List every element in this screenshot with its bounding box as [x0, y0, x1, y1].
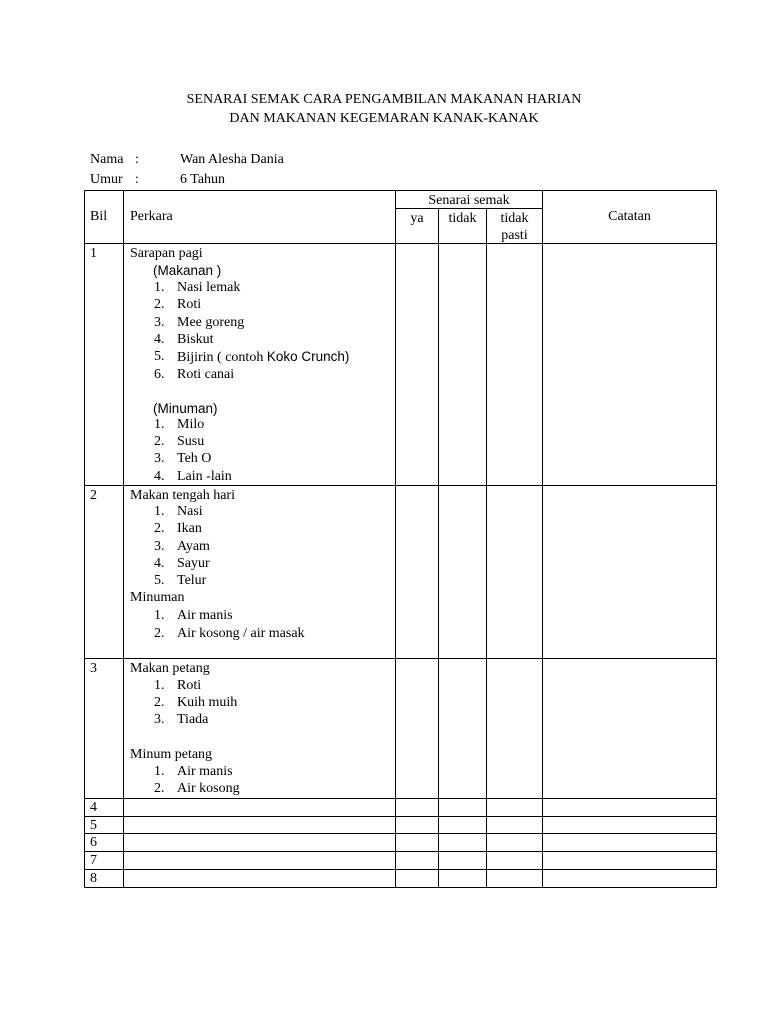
name-separator: :	[135, 152, 139, 167]
name-value: Wan Alesha Dania	[180, 152, 284, 167]
list-item: Air kosong	[177, 781, 240, 796]
list-item-number: 4.	[154, 556, 165, 571]
list-item-number: 3.	[154, 712, 165, 727]
header-bil: Bil	[90, 209, 108, 224]
list-item-number: 1.	[154, 678, 165, 693]
list-item-brand: Koko Crunch)	[266, 349, 350, 364]
document-title-line-1: SENARAI SEMAK CARA PENGAMBILAN MAKANAN HARIAN	[186, 92, 582, 107]
age-separator: :	[135, 172, 139, 187]
list-item: Roti canai	[177, 367, 235, 382]
list-item-number: 2.	[154, 695, 165, 710]
list-item-number: 5.	[154, 573, 165, 588]
list-item-number: 1.	[154, 608, 165, 623]
list-item: Mee goreng	[177, 315, 245, 330]
list-item: Tiada	[177, 712, 209, 727]
list-item: Milo	[177, 417, 205, 432]
age-label: Umur	[90, 172, 123, 187]
empty-row-number: 5	[90, 818, 97, 833]
age-value: 6 Tahun	[180, 172, 226, 187]
empty-row-number: 8	[90, 871, 97, 886]
row-subheading: Minuman	[130, 590, 185, 605]
list-item: Air manis	[177, 764, 233, 779]
empty-row-number: 4	[90, 800, 97, 815]
document-title-line-2: DAN MAKANAN KEGEMARAN KANAK-KANAK	[229, 111, 539, 126]
list-item: Nasi	[177, 504, 203, 519]
header-ya: ya	[410, 211, 424, 226]
list-item-number: 6.	[154, 367, 165, 382]
list-item: Ayam	[177, 539, 210, 554]
list-item: Air manis	[177, 608, 233, 623]
list-item: Susu	[177, 434, 205, 449]
list-item-number: 2.	[154, 434, 165, 449]
list-item: Roti	[177, 297, 202, 312]
row-number: 3	[90, 661, 97, 676]
list-item: Air kosong / air masak	[177, 626, 305, 641]
list-item-number: 2.	[154, 626, 165, 641]
header-tidak-pasti-line-1: tidak	[500, 211, 529, 226]
header-tidak: tidak	[448, 211, 477, 226]
list-item: Biskut	[177, 332, 214, 347]
list-item	[177, 348, 349, 366]
row-number: 2	[90, 488, 97, 503]
list-item-number: 2.	[154, 297, 165, 312]
list-item-number: 1.	[154, 504, 165, 519]
list-item-number: 2.	[154, 521, 165, 536]
list-item: Teh O	[177, 451, 212, 466]
row-subheading: Minum petang	[130, 747, 213, 762]
list-item-number: 4.	[154, 332, 165, 347]
list-item: Lain -lain	[177, 469, 232, 484]
row-number: 1	[90, 246, 97, 261]
list-item-number: 3.	[154, 539, 165, 554]
list-item-number: 1.	[154, 280, 165, 295]
list-item-number: 1.	[154, 417, 165, 432]
list-item-number: 2.	[154, 781, 165, 796]
row-subheading: (Makanan )	[153, 263, 222, 278]
empty-row-number: 7	[90, 853, 97, 868]
header-tidak-pasti-line-2: pasti	[501, 228, 528, 243]
list-item-number: 5.	[154, 349, 165, 364]
list-item-number: 3.	[154, 451, 165, 466]
list-item: Nasi lemak	[177, 280, 241, 295]
list-item-number: 1.	[154, 764, 165, 779]
list-item-number: 3.	[154, 315, 165, 330]
list-item: Telur	[177, 573, 207, 588]
row-heading: Makan petang	[130, 661, 210, 676]
header-perkara: Perkara	[130, 209, 173, 224]
header-catatan: Catatan	[608, 209, 651, 224]
list-item: Roti	[177, 678, 202, 693]
list-item-text: Bijirin ( contoh	[177, 350, 267, 365]
row-heading: Sarapan pagi	[130, 246, 203, 261]
list-item: Sayur	[177, 556, 210, 571]
row-heading: Makan tengah hari	[130, 488, 235, 503]
list-item: Kuih muih	[177, 695, 238, 710]
header-senarai-semak: Senarai semak	[428, 193, 510, 208]
list-item-number: 4.	[154, 469, 165, 484]
empty-row-number: 6	[90, 835, 97, 850]
name-label: Nama	[90, 152, 124, 167]
row-subheading: (Minuman)	[153, 401, 218, 416]
list-item: Ikan	[177, 521, 202, 536]
